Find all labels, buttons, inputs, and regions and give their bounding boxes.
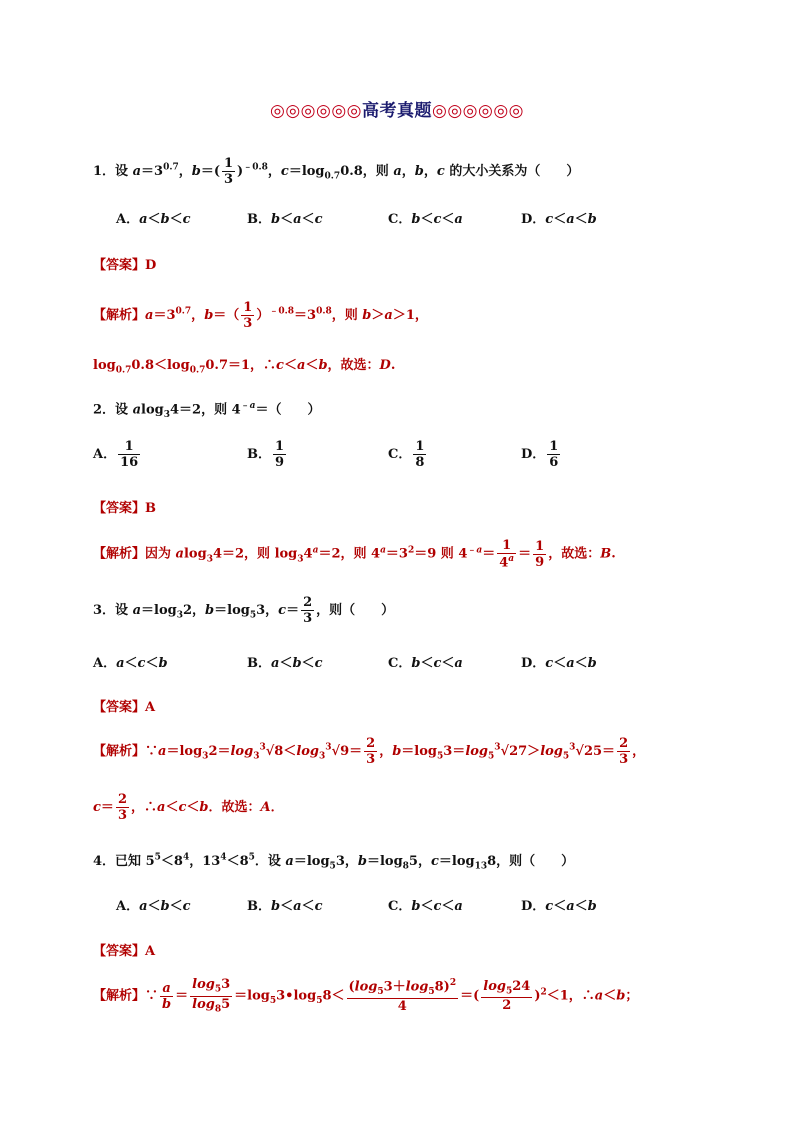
q2-option-a: A． $\frac{1}{16}$ bbox=[93, 439, 139, 470]
q1-analysis-line-2: $\log_{0.7}0.8<\log_{0.7}0.7=1$，∴c＜a＜b，故选：D. bbox=[93, 358, 396, 376]
q4-option-a: A．a＜b＜c bbox=[116, 899, 191, 914]
q1-analysis-line-1: 【解析】$a=3^{0.7}$，b＝（ $\frac{1}{3}$ ）$^{﹣0.8}=3^{0.8}$，则 b＞a＞1， bbox=[93, 300, 428, 331]
q1-answer: 【答案】D bbox=[93, 258, 157, 273]
page-title bbox=[0, 96, 794, 121]
q1-option-a: A．a＜b＜c bbox=[116, 212, 191, 227]
q2-option-d: D． $\frac{1}{6}$ bbox=[521, 439, 559, 470]
question-3: 3．设 $a=\log_32$，$b=\log_53$，c＝ $\frac{2}{3}$ ，则（ ） bbox=[93, 595, 395, 626]
q3-analysis-line-2: c＝ $\frac{2}{3}$ ，∴a＜c＜b．故选：A． bbox=[93, 792, 284, 823]
q1-option-d: D．c＜a＜b bbox=[521, 212, 597, 227]
q4-option-b: B．b＜a＜c bbox=[247, 899, 323, 914]
q4-option-d: D．c＜a＜b bbox=[521, 899, 597, 914]
q4-answer: 【答案】A bbox=[93, 944, 156, 959]
q3-analysis-line-1: 【解析】$\because a=\log_32=\log_3^3√8<\log_3^3√9=$ $\frac{2}{3}$ ，$b=\log_53=\log_5^3√27>\log_5^3√25=$ $\frac{2}{3}$ ， bbox=[93, 736, 646, 767]
q4-option-c: C．b＜c＜a bbox=[388, 899, 463, 914]
q3-option-d: D．c＜a＜b bbox=[521, 656, 597, 671]
q1-option-b: B．b＜a＜c bbox=[247, 212, 323, 227]
q3-option-b: B．a＜b＜c bbox=[247, 656, 323, 671]
question-2: 2．设 alog$_3$4＝2，则 $4^{﹣a}=$（ ） bbox=[93, 401, 321, 420]
q1-option-c: C．b＜c＜a bbox=[388, 212, 463, 227]
q3-option-a: A．a＜c＜b bbox=[93, 656, 168, 671]
title-text: 高考真题 bbox=[362, 101, 432, 121]
q4-analysis: 【解析】∵ $\frac{a}{b}$ ＝ $\frac{\log_53}{\log_85}$ $=\log_53•\log_58<$ $\frac{(\log_53+\log_58)^2}{4}$ ＝( $\frac{\log_524}{2}$ )$^2$＜1，∴a＜b； bbox=[93, 977, 639, 1015]
q2-option-b: B． $\frac{1}{9}$ bbox=[247, 439, 285, 470]
q2-answer: 【答案】B bbox=[93, 501, 156, 516]
title-rings-right: ◎◎◎◎◎◎ bbox=[432, 101, 525, 121]
q2-option-c: C． $\frac{1}{8}$ bbox=[388, 439, 425, 470]
question-4: 4．已知 $5^5<8^4$，$13^4<8^5$．设 $a=\log_53$，$b=\log_85$，$c=\log_{13}8$，则（ ） bbox=[93, 852, 575, 872]
q2-analysis: 【解析】因为 alog$_3$4＝2，则 $\log_34^a=2$，则 $4^a=3^2=9$ 则 $4^{﹣a}=$ $\frac{1}{4^a}$ ＝ $\frac{1}{9}$ ，故选：B. bbox=[93, 538, 616, 571]
title-rings-left: ◎◎◎◎◎◎ bbox=[269, 101, 362, 121]
q3-answer: 【答案】A bbox=[93, 700, 156, 715]
question-1: 1．设 $a=3^{0.7}$，b＝( $\frac{1}{3}$ )$^{﹣0.8}$，$c=\log_{0.7}0.8$，则 a，b，c 的大小关系为（ ） bbox=[93, 156, 580, 187]
q3-option-c: C．b＜c＜a bbox=[388, 656, 463, 671]
